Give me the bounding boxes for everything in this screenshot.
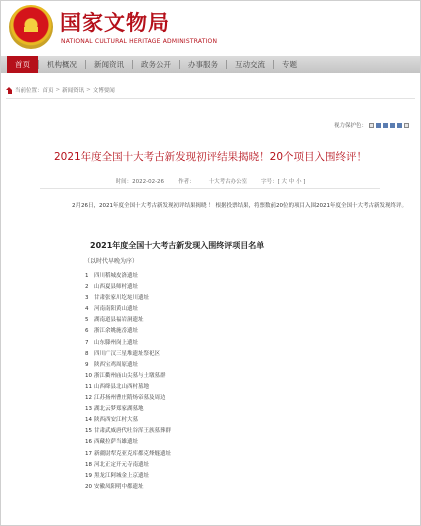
breadcrumb bbox=[6, 86, 115, 94]
list-item-text: 黑龙江阿城金上京遗址 bbox=[94, 472, 150, 479]
color-swatch-blue[interactable] bbox=[376, 123, 381, 128]
article-source: 十大考古办公室 bbox=[208, 179, 248, 185]
list-item: 9 陕西宝鸡周原遗址 bbox=[85, 360, 405, 371]
list-item: 14 陕西西安江村大墓 bbox=[85, 415, 405, 426]
breadcrumb-separator: > bbox=[55, 87, 61, 93]
article-title: 2021年度全国十大考古新发现初评结果揭晓！20个项目入围终评！ bbox=[53, 151, 368, 163]
list-item: 19 黑龙江阿城金上京遗址 bbox=[85, 471, 405, 482]
list-title: 2021年度全国十大考古新发现入围终评项目名单 bbox=[90, 241, 265, 250]
site-title[interactable]: 国家文物局 bbox=[60, 10, 170, 35]
list-item: 11 山西绛县北山西村墓地 bbox=[85, 382, 405, 393]
nav-item-about[interactable]: 机构概况 bbox=[47, 60, 77, 69]
list-item-text: 山西绛县北山西村墓地 bbox=[94, 383, 150, 390]
list-item-text: 浙江衢州庙山尖墓与土墩墓群 bbox=[94, 372, 166, 379]
breadcrumb-item-heritage-news[interactable]: 文博要闻 bbox=[92, 88, 115, 94]
list-item-text: 江苏扬州曹庄隋炀帝墓及周边 bbox=[94, 395, 166, 402]
list-item: 2 山西夏县师村遗址 bbox=[85, 282, 405, 293]
color-swatch-default[interactable] bbox=[369, 123, 374, 128]
article-meta bbox=[0, 177, 421, 185]
breadcrumb-prefix: 当前位置： bbox=[15, 88, 43, 94]
nav-item-topics[interactable]: 专题 bbox=[282, 60, 297, 69]
eye-protection-color-bar bbox=[334, 121, 409, 129]
list-item-text: 湖南道县福岩洞遗址 bbox=[94, 317, 144, 324]
color-swatch-blue[interactable] bbox=[390, 123, 395, 128]
list-item: 7 山东滕州岗上遗址 bbox=[85, 338, 405, 349]
nav-item-services[interactable]: 办事服务 bbox=[188, 60, 218, 69]
list-item: 1 四川稻城皮洛遗址 bbox=[85, 271, 405, 282]
breadcrumb-item-home[interactable]: 首页 bbox=[42, 88, 54, 94]
list-item: 6 浙江余姚施岙遗址 bbox=[85, 326, 405, 337]
list-item: 15 甘肃武威唐代吐谷浑王族墓葬群 bbox=[85, 426, 405, 437]
nav-item-government-affairs[interactable]: 政务公开 bbox=[141, 60, 171, 69]
article-lead-paragraph: 2月26日，2021年度全国十大考古新发现初评结果揭晓 ！ 根据投票结果，将票数前20位的项目入围2021年度全国十大考古新发现终评。 bbox=[72, 203, 407, 209]
list-item-text: 四川广汉三星堆遗址祭祀区 bbox=[94, 350, 161, 357]
color-swatch-blue[interactable] bbox=[383, 123, 388, 128]
list-item: 16 西藏拉萨当雄遗址 bbox=[85, 437, 405, 448]
list-subtitle: （以时代早晚为序） bbox=[84, 258, 139, 265]
font-size-selector[interactable]: 字号：[ 大 中 小 ] bbox=[261, 179, 306, 185]
finalist-list bbox=[85, 271, 405, 493]
list-item-text: 西藏拉萨当雄遗址 bbox=[94, 439, 139, 446]
list-item: 10 浙江衢州庙山尖墓与土墩墓群 bbox=[85, 371, 405, 382]
breadcrumb-divider bbox=[6, 98, 415, 99]
list-item-text: 四川稻城皮洛遗址 bbox=[94, 273, 139, 279]
list-item-text: 河南南阳黄山遗址 bbox=[94, 306, 139, 313]
article-date: 时间：2022-02-26 bbox=[115, 179, 165, 185]
nav-item-news[interactable]: 新闻资讯 bbox=[94, 60, 124, 69]
breadcrumb-item-news[interactable]: 新闻资讯 bbox=[62, 88, 85, 94]
list-item: 13 湖北云梦郑家湖墓地 bbox=[85, 404, 405, 415]
nav-item-interaction[interactable]: 互动交流 bbox=[235, 60, 265, 69]
breadcrumb-separator: > bbox=[86, 87, 91, 93]
list-item: 18 河北正定开元寺南遗址 bbox=[85, 460, 405, 471]
list-item: 4 河南南阳黄山遗址 bbox=[85, 304, 405, 315]
list-item: 5 湖南道县福岩洞遗址 bbox=[85, 315, 405, 326]
national-emblem-icon bbox=[9, 5, 53, 49]
list-item-text: 河北正定开元寺南遗址 bbox=[94, 461, 150, 468]
list-item-text: 湖北云梦郑家湖墓地 bbox=[94, 406, 144, 413]
home-icon bbox=[6, 87, 13, 94]
main-nav bbox=[1, 56, 420, 73]
list-item-text: 山东滕州岗上遗址 bbox=[94, 339, 139, 346]
nav-item-home[interactable]: 首页 bbox=[7, 56, 38, 73]
eye-protection-label: 视力保护色： bbox=[333, 123, 367, 129]
list-item-text: 陕西西安江村大墓 bbox=[94, 417, 139, 424]
color-swatch-gray[interactable] bbox=[404, 123, 409, 128]
color-swatch-blue[interactable] bbox=[397, 123, 402, 128]
list-item: 3 甘肃张家川圪垯川遗址 bbox=[85, 293, 405, 304]
list-item: 20 安徽凤阳明中都遗址 bbox=[85, 482, 405, 493]
list-item-text: 新疆尉犁克亚克库都克烽燧遗址 bbox=[94, 450, 172, 457]
list-item-text: 甘肃张家川圪垯川遗址 bbox=[94, 295, 150, 302]
article-author-label: 作者： bbox=[178, 179, 195, 185]
list-item-text: 甘肃武威唐代吐谷浑王族墓葬群 bbox=[94, 428, 172, 435]
list-item-text: 山西夏县师村遗址 bbox=[94, 284, 139, 291]
list-item: 12 江苏扬州曹庄隋炀帝墓及周边 bbox=[85, 393, 405, 404]
site-header bbox=[1, 1, 420, 55]
list-item-text: 陕西宝鸡周原遗址 bbox=[94, 361, 139, 368]
list-item: 17 新疆尉犁克亚克库都克烽燧遗址 bbox=[85, 449, 405, 460]
list-item: 8 四川广汉三星堆遗址祭祀区 bbox=[85, 349, 405, 360]
list-item-text: 安徽凤阳明中都遗址 bbox=[94, 483, 144, 490]
site-title-english: NATIONAL CULTURAL HERITAGE ADMINISTRATION bbox=[61, 38, 218, 45]
list-item-text: 浙江余姚施岙遗址 bbox=[94, 328, 139, 335]
meta-divider bbox=[40, 188, 380, 189]
